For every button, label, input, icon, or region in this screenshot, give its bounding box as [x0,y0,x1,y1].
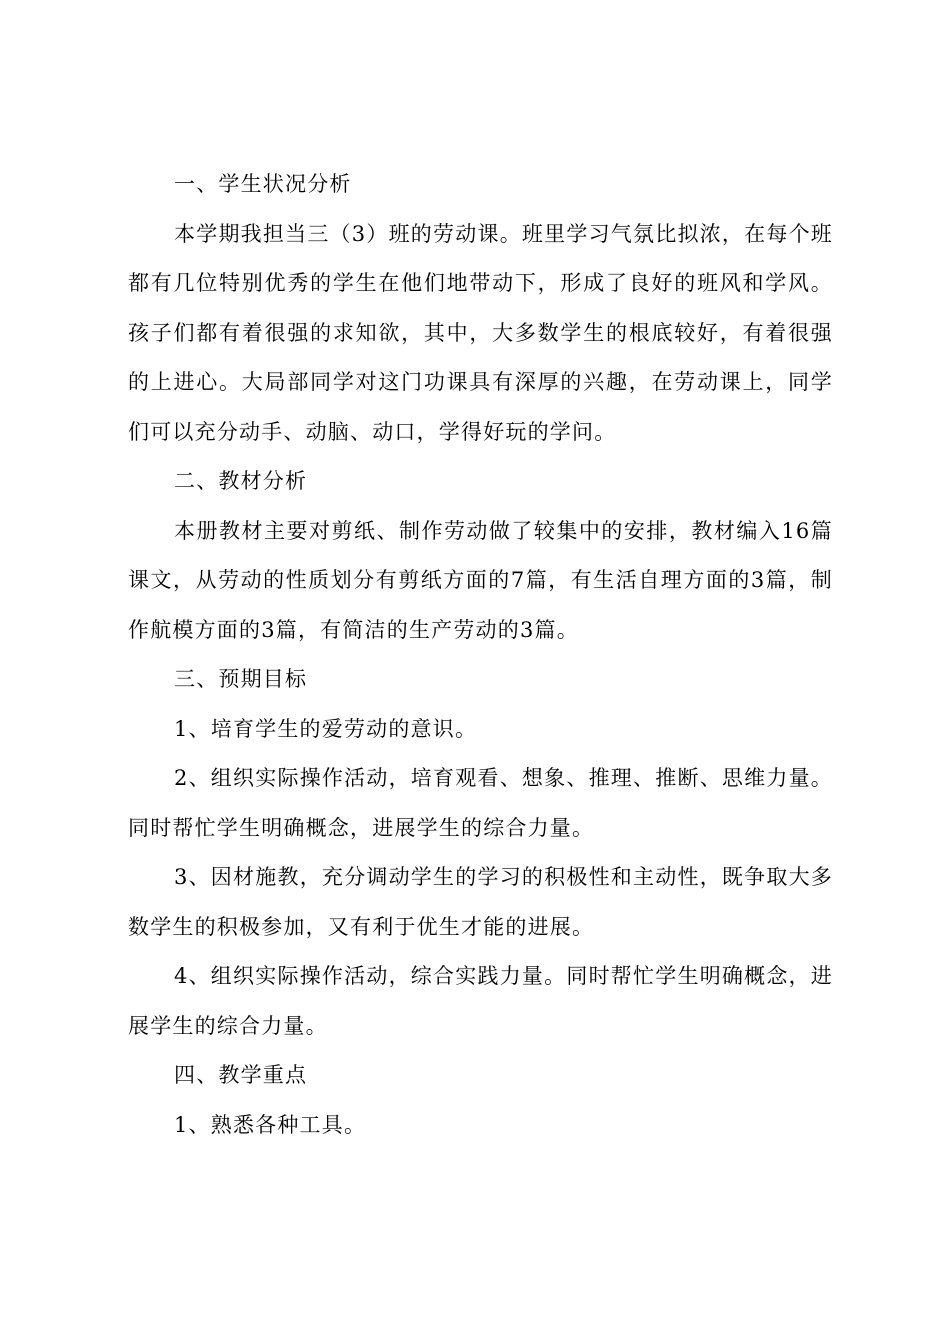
heading-textbook-analysis: 二、教材分析 [174,469,308,493]
goal-item-4: 4、组织实际操作活动，综合实践力量。同时帮忙学生明确概念，进展学生的综合力量。 [128,964,833,1038]
goal-item-1: 1、培育学生的爱劳动的意识。 [174,716,478,741]
goal-item-2: 2、组织实际操作活动，培育观看、想象、推理、推断、思维力量。同时帮忙学生明确概念，进展学生的综合力量。 [128,766,833,840]
document-page [128,160,833,1150]
paragraph-student-analysis: 本学期我担当三（3）班的劳动课。班里学习气氛比拟浓，在每个班都有几位特别优秀的学生在他们地带动下，形成了良好的班风和学风。孩子们都有着很强的求知欲，其中，大多数学生的根底较好，有着很强的上进心。大局部同学对这门功课具有深厚的兴趣，在劳动课上，同学们可以充分动手、动脑、动口，学得好玩的学问。 [128,221,833,444]
heading-expected-goals: 三、预期目标 [174,667,308,691]
goal-item-3: 3、因材施教，充分调动学生的学习的积极性和主动性，既争取大多数学生的积极参加，又有利于优生才能的进展。 [128,865,833,939]
focus-item-1: 1、熟悉各种工具。 [174,1112,367,1137]
heading-teaching-focus: 四、教学重点 [174,1063,308,1087]
paragraph-textbook-analysis: 本册教材主要对剪纸、制作劳动做了较集中的安排，教材编入16篇课文，从劳动的性质划分有剪纸方面的7篇，有生活自理方面的3篇，制作航模方面的3篇，有简洁的生产劳动的3篇。 [128,518,833,642]
heading-student-analysis: 一、学生状况分析 [174,172,352,196]
